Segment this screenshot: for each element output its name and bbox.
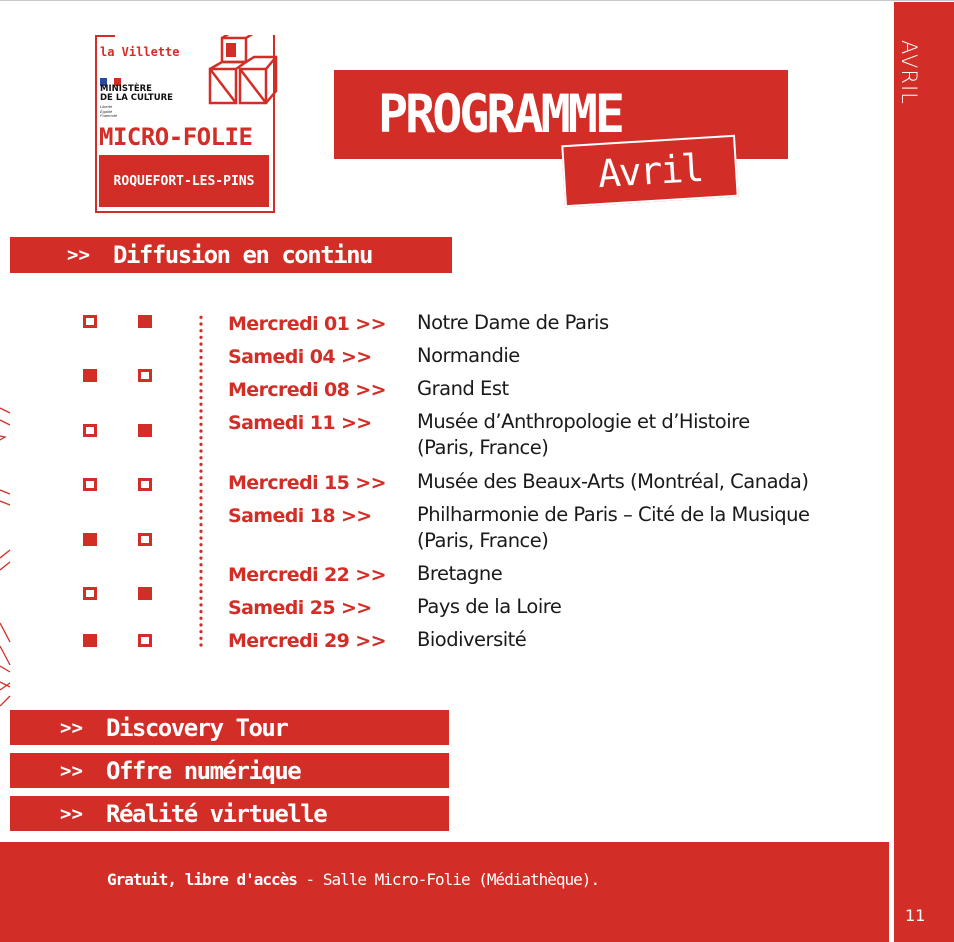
section-header-discovery-tour [10,710,449,745]
schedule-day: Mercredi 15 >> [228,472,386,494]
french-flag-icon [100,73,122,81]
micro-folie-logo [95,35,275,215]
footer-band [0,842,889,942]
schedule-day: Samedi 04 >> [228,346,372,368]
schedule-day: Mercredi 01 >> [228,313,386,335]
side-tab [894,2,954,942]
ministry-motto [100,105,117,119]
decorative-strokes [0,390,40,710]
section-title: Réalité virtuelle [106,799,327,828]
page-title: PROGRAMME [378,83,622,145]
hollow-square-icon [138,369,152,382]
filled-square-icon [138,587,152,600]
filled-square-icon [138,424,152,437]
hollow-square-icon [83,424,97,437]
hollow-square-icon [83,587,97,600]
schedule-title-line2: (Paris, France) [417,436,549,459]
chevrons-icon: >> [67,244,90,266]
section-title: Discovery Tour [106,713,288,742]
logo-city: ROQUEFORT-LES-PINS [113,173,255,189]
motto-line: Liberté [100,104,113,109]
section-header-virtual-reality [10,796,449,831]
ministry-name [100,85,173,103]
schedule-day: Samedi 18 >> [228,505,372,527]
hollow-square-icon [138,634,152,647]
schedule-title-line2: (Paris, France) [417,529,549,552]
schedule-day: Mercredi 22 >> [228,564,386,586]
schedule-title: Notre Dame de Paris [417,311,609,334]
schedule-title: Bretagne [417,562,503,585]
filled-square-icon [83,369,97,382]
filled-square-icon [138,315,152,328]
ministry-line-1: MINISTÈRE [100,84,152,94]
schedule-title: Philharmonie de Paris – Cité de la Musique [417,503,810,526]
hollow-square-icon [83,478,97,491]
section-header-continuous [10,237,452,273]
filled-square-icon [83,634,97,647]
dotted-divider [199,314,203,648]
section-title: Diffusion en continu [113,241,372,269]
month-badge [561,135,738,208]
section-header-digital-offer [10,753,449,788]
ministry-line-2: DE LA CULTURE [100,93,173,103]
top-border [0,0,954,1]
cubes-icon [200,35,278,107]
hollow-square-icon [83,315,97,328]
month-label: Avril [596,145,704,197]
schedule-title: Normandie [417,344,520,367]
schedule-day: Samedi 11 >> [228,412,372,434]
logo-frame-top [95,35,115,37]
filled-square-icon [83,533,97,546]
schedule-title: Biodiversité [417,628,527,651]
schedule-day: Mercredi 08 >> [228,379,386,401]
footer-note-location: - Salle Micro-Folie (Médiathèque). [296,870,600,889]
la-villette-logo: la Villette [100,45,180,59]
side-tab-month: AVRIL [897,40,921,105]
chevrons-icon: >> [60,802,83,825]
micro-folie-wordmark: MICRO-FOLIE [99,123,253,151]
motto-line: Égalité [100,108,113,114]
section-title: Offre numérique [106,756,301,785]
schedule-title: Musée d’Anthropologie et d’Histoire [417,410,750,433]
schedule-day: Samedi 25 >> [228,597,372,619]
motto-line: Fraternité [100,113,118,118]
schedule-title: Pays de la Loire [417,595,562,618]
schedule-day: Mercredi 29 >> [228,630,386,652]
page-number: 11 [905,906,926,925]
footer-note [107,870,599,889]
schedule-title: Musée des Beaux-Arts (Montréal, Canada) [417,470,809,493]
hollow-square-icon [138,533,152,546]
hollow-square-icon [138,478,152,491]
chevrons-icon: >> [60,716,83,739]
footer-note-bold: Gratuit, libre d'accès [107,870,297,889]
logo-city-bar [99,155,269,207]
schedule-title: Grand Est [417,377,509,400]
chevrons-icon: >> [60,759,83,782]
